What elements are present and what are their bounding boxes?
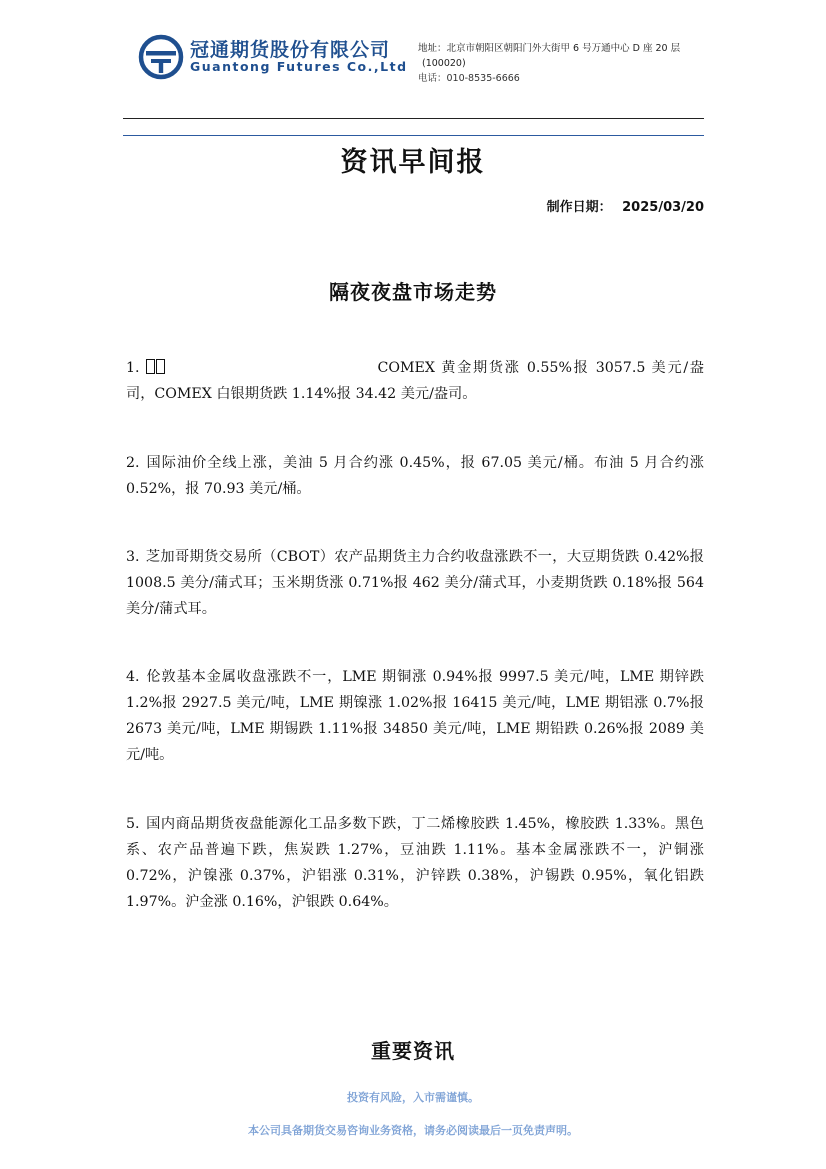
address-postcode: (100020) [422,58,466,69]
address-line: 地址：北京市朝阳区朝阳门外大街甲 6 号万通中心 D 座 20 层 [418,43,681,54]
company-address [418,41,681,84]
production-date [547,196,704,215]
item-text: 国内商品期货夜盘能源化工品多数下跌，丁二烯橡胶跌 1.45%，橡胶跌 1.33%。黑色系、农产品普遍下跌，焦炭跌 1.27%，豆油跌 1.11%。基本金属涨跌不一，沪铜涨 0.72%，沪镍涨 0.37%，沪铝涨 0.31%，沪锌跌 0.38%，沪锡跌 0.95%，氧化铝跌 1.97%。沪金涨 0.16%，沪银跌 0.64%。 [126,816,704,910]
item-text: 国际油价全线上涨，美油 5 月合约涨 0.45%，报 67.05 美元/桶。布油 5 月合约涨 0.52%，报 70.93 美元/桶。 [126,455,704,497]
item-number: 4. [126,669,140,685]
date-value: 2025/03/20 [622,200,704,215]
section-title-important-news: 重要资讯 [371,1039,455,1063]
news-item-5 [126,811,704,915]
news-item-4 [126,664,704,768]
news-item-1 [126,355,704,407]
item-text: 伦敦基本金属收盘涨跌不一，LME 期铜涨 0.94%报 9997.5 美元/吨，LME 期锌跌 1.2%报 2927.5 美元/吨，LME 期镍涨 1.02%报 16415 美元/吨，LME 期铝涨 0.7%报 2673 美元/吨，LME 期锡跌 1.11%报 34850 美元/吨，LME 期铅跌 0.26%报 2089 美元/吨。 [126,669,704,763]
missing-glyph-icon [146,357,166,372]
item-number: 2. [126,455,140,471]
date-label: 制作日期： [546,200,612,215]
header-rule-blue [123,135,704,136]
disclaimer-notice: 本公司具备期货交易咨询业务资格，请务必阅读最后一页免责声明。 [248,1124,578,1137]
document-title: 资讯早间报 [340,147,486,178]
news-item-2 [126,450,704,502]
company-name-en: Guantong Futures Co.,Ltd [190,59,408,74]
item-number: 3. [126,549,140,565]
guantong-logo-icon [138,34,184,80]
company-name-cn: 冠通期货股份有限公司 [190,39,391,61]
item-number: 5. [126,816,140,832]
section-title-overnight: 隔夜夜盘市场走势 [329,280,497,304]
address-phone-clipped: 电话：010-8535-6666 [418,73,520,84]
item-text: 芝加哥期货交易所（CBOT）农产品期货主力合约收盘涨跌不一，大豆期货跌 0.42%报 1008.5 美分/蒲式耳；玉米期货涨 0.71%报 462 美分/蒲式耳，小麦期货跌 0.18%报 564 美分/蒲式耳。 [126,549,704,617]
page-header [138,32,708,82]
header-rule-black [123,118,704,119]
item-number: 1. [126,360,140,376]
news-item-3 [126,544,704,622]
item-text: COMEX 黄金期货涨 0.55%报 3057.5 美元/盎司，COMEX 白银期货跌 1.14%报 34.42 美元/盎司。 [126,360,704,402]
risk-notice: 投资有风险，入市需谨慎。 [347,1091,479,1104]
